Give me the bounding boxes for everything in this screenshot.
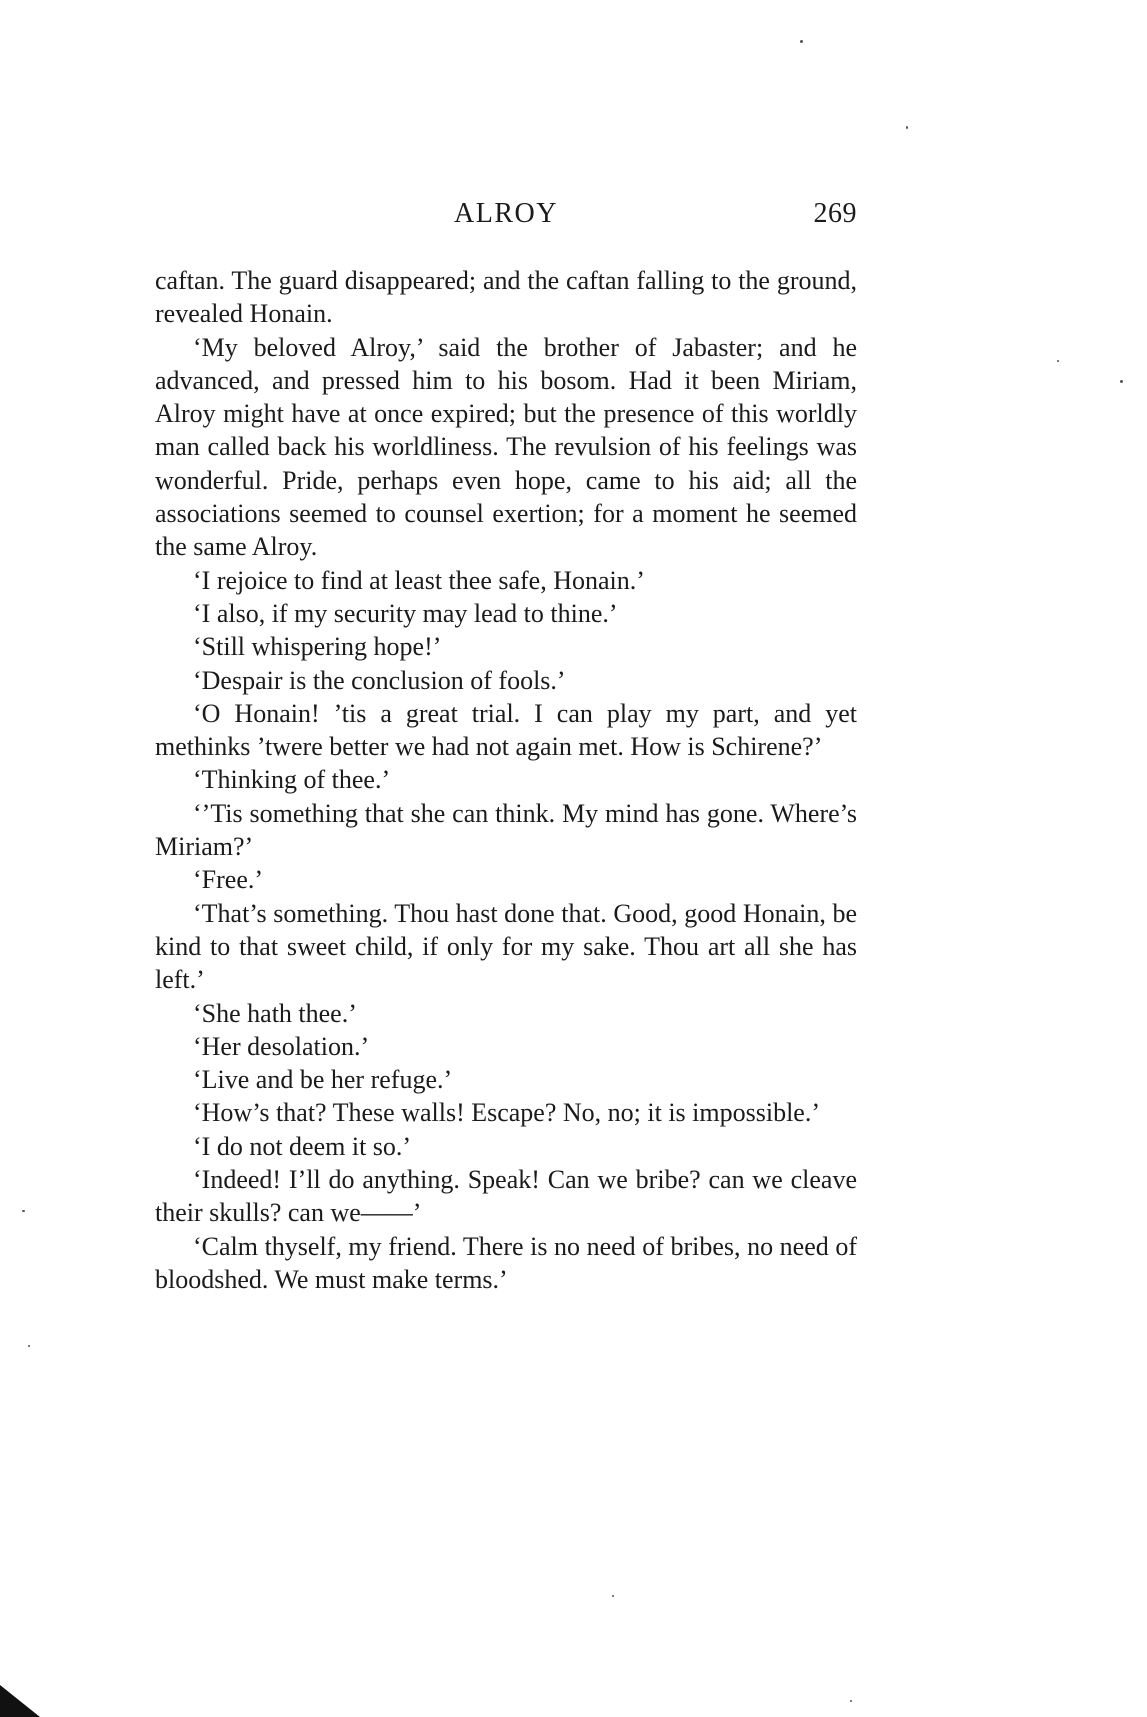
- paragraph: ‘O Honain! ’tis a great trial. I can play my part, and yet methinks ’twere better we had not again met. How is Schirene?’: [155, 698, 857, 762]
- paragraph: ‘Her desolation.’: [193, 1031, 370, 1061]
- scan-speck: [1120, 380, 1123, 383]
- scan-speck: [906, 126, 908, 129]
- paragraph: ‘I do not deem it so.’: [193, 1131, 412, 1161]
- body-text: [155, 264, 857, 1296]
- paragraph: ‘Live and be her refuge.’: [193, 1065, 453, 1095]
- paragraph: ‘I also, if my security may lead to thine.’: [193, 598, 618, 628]
- paragraph: ‘Indeed! I’ll do anything. Speak! Can we bribe? can we cleave their skulls? can we——’: [155, 1165, 857, 1228]
- scan-speck: [800, 40, 803, 43]
- paragraph: ‘My beloved Alroy,’ said the brother of Jabaster; and he advanced, and pressed him to his bosom. Had it been Miriam, Alroy might have at once expired; but the presence of this worldly man called back his worldliness. The revulsion of his feelings was wonderful. Pride, perhaps even hope, came to his aid; all the associations seemed to counsel exertion; for a moment he seemed the same Alroy.: [155, 332, 857, 562]
- running-title: ALROY: [454, 198, 558, 229]
- paragraph: ‘Still whispering hope!’: [193, 632, 442, 662]
- scan-speck: [28, 1345, 30, 1347]
- paragraph: ‘Calm thyself, my friend. There is no need of bribes, no need of bloodshed. We must make terms.’: [155, 1231, 857, 1294]
- paragraph: ‘I rejoice to find at least thee safe, Honain.’: [193, 565, 645, 595]
- paragraph-continuation: caftan. The guard disappeared; and the caftan falling to the ground, revealed Honain.: [155, 266, 857, 329]
- paragraph: ‘Despair is the conclusion of fools.’: [193, 665, 566, 695]
- paragraph: ‘Thinking of thee.’: [193, 765, 391, 795]
- scan-corner-mark: [0, 1685, 40, 1717]
- scan-speck: [850, 1700, 852, 1702]
- paragraph: ‘She hath thee.’: [193, 998, 357, 1028]
- scan-speck: [612, 1595, 614, 1597]
- paragraph: ‘Free.’: [193, 865, 264, 895]
- running-head: [155, 198, 857, 238]
- paragraph: ‘’Tis something that she can think. My mind has gone. Where’s Miriam?’: [155, 798, 857, 862]
- page-number: 269: [813, 198, 857, 229]
- scan-speck: [1057, 360, 1059, 362]
- paragraph: ‘That’s something. Thou hast done that. Good, good Honain, be kind to that sweet child, if only for my sake. Thou art all she has left.’: [155, 898, 857, 995]
- paragraph: ‘How’s that? These walls! Escape? No, no; it is impossible.’: [193, 1098, 821, 1128]
- scan-speck: [22, 1210, 25, 1212]
